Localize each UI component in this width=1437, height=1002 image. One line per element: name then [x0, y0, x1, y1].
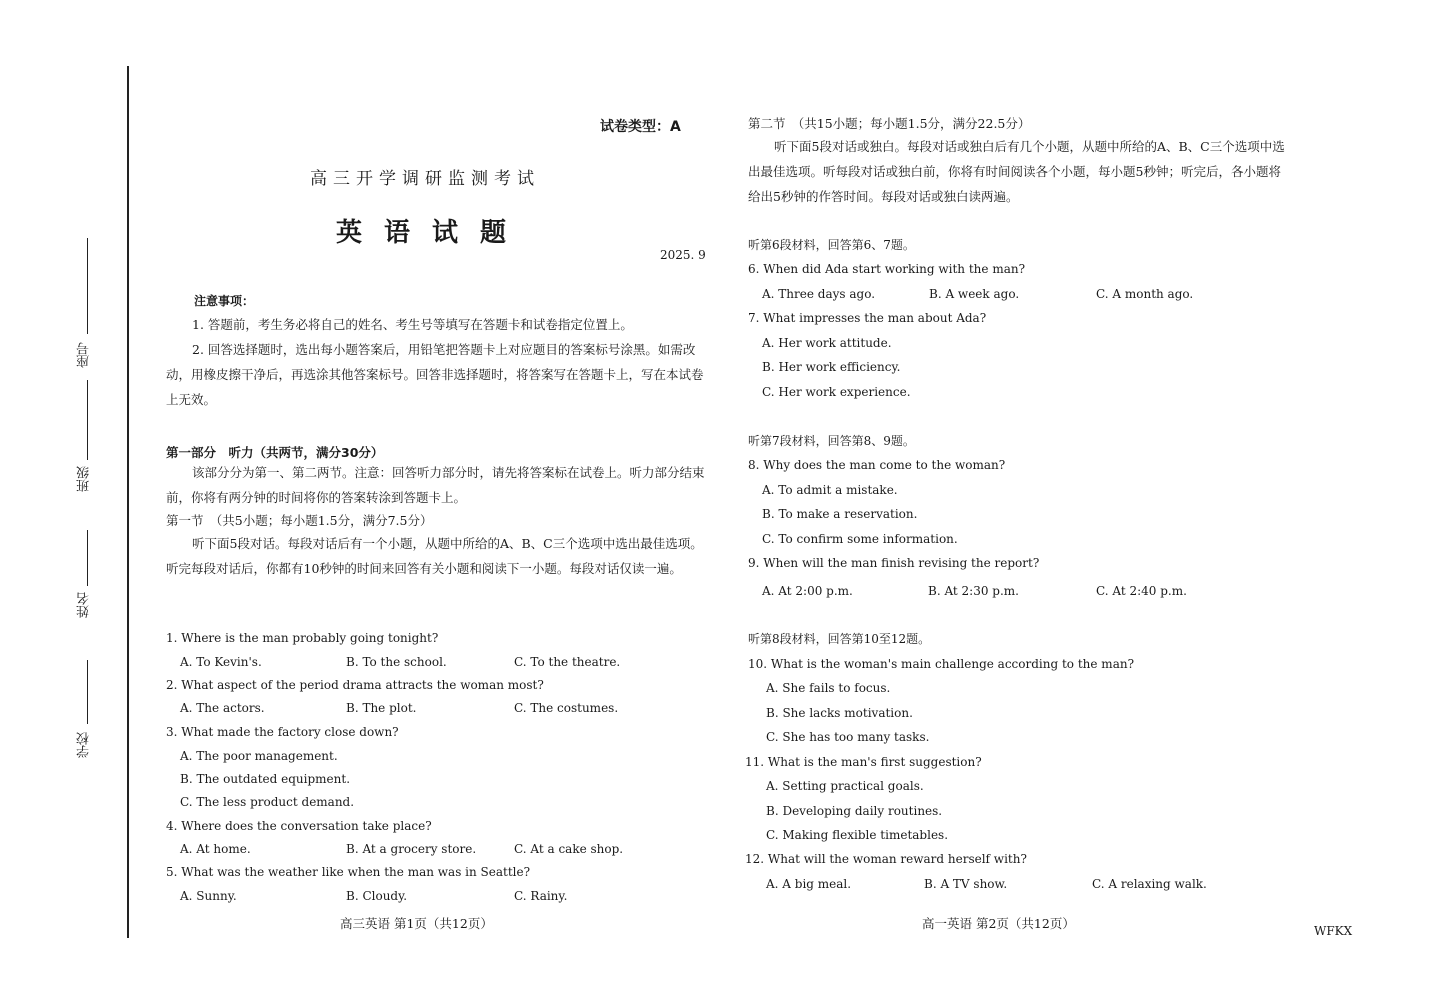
question-6: 6. When did Ada start working with the man?: [748, 262, 1026, 276]
seat-field: [75, 238, 99, 378]
group-6-heading: 听第6段材料，回答第6、7题。: [748, 238, 915, 252]
subject-title: 英语试题: [336, 218, 529, 248]
school-underline: [87, 660, 88, 724]
part1-intro: 该部分分为第一、第二两节。注意：回答听力部分时，请先将答案标在试卷上。听力部分结束前，你将有两分钟的时间将你的答案转涂到答题卡上。: [166, 465, 705, 505]
class-label: 班级: [77, 466, 92, 492]
seat-label: 座号: [77, 342, 92, 368]
exam-name: 高三开学调研监测考试: [310, 169, 540, 189]
question-5: 5. What was the weather like when the man was in Seattle?: [166, 865, 531, 879]
exam-date: 2025. 9: [660, 248, 706, 262]
option-7a: A. Her work attitude.: [762, 336, 892, 350]
school-field: [75, 660, 99, 770]
notice-item-1: 1. 答题前，考生务必将自己的姓名、考生号等填写在答题卡和试卷指定位置上。: [192, 317, 633, 332]
class-field: [75, 380, 99, 520]
option-1c: C. To the theatre.: [514, 655, 621, 669]
option-11c: C. Making flexible timetables.: [766, 828, 949, 842]
section2-title: 第二节 （共15小题；每小题1.5分，满分22.5分）: [748, 116, 1031, 131]
option-2c: C. The costumes.: [514, 701, 619, 715]
option-3c: C. The less product demand.: [180, 795, 355, 809]
option-9a: A. At 2:00 p.m.: [762, 584, 853, 598]
option-12b: B. A TV show.: [924, 877, 1008, 891]
question-4: 4. Where does the conversation take place?: [166, 819, 432, 833]
option-6c: C. A month ago.: [1096, 287, 1194, 301]
question-8: 8. Why does the man come to the woman?: [748, 458, 1006, 472]
option-8a: A. To admit a mistake.: [762, 483, 898, 497]
option-9c: C. At 2:40 p.m.: [1096, 584, 1187, 598]
option-2b: B. The plot.: [346, 701, 417, 715]
footer-left: 高三英语 第1页（共12页）: [340, 916, 493, 931]
option-4a: A. At home.: [180, 842, 251, 856]
doc-code: WFKX: [1314, 924, 1353, 938]
option-12c: C. A relaxing walk.: [1092, 877, 1207, 891]
question-7: 7. What impresses the man about Ada?: [748, 311, 987, 325]
name-field: [75, 530, 99, 650]
seat-underline: [87, 238, 88, 334]
binding-line: [127, 66, 129, 938]
option-5a: A. Sunny.: [180, 889, 237, 903]
school-label: 学校: [77, 732, 92, 758]
option-1b: B. To the school.: [346, 655, 447, 669]
option-5b: B. Cloudy.: [346, 889, 408, 903]
group-7-heading: 听第7段材料，回答第8、9题。: [748, 434, 915, 448]
class-underline: [87, 380, 88, 460]
option-6a: A. Three days ago.: [762, 287, 876, 301]
question-2: 2. What aspect of the period drama attracts the woman most?: [166, 678, 544, 692]
name-underline: [87, 530, 88, 586]
option-7b: B. Her work efficiency.: [762, 360, 901, 374]
question-3: 3. What made the factory close down?: [166, 725, 399, 739]
option-8b: B. To make a reservation.: [762, 507, 918, 521]
option-3a: A. The poor management.: [180, 749, 338, 763]
option-4c: C. At a cake shop.: [514, 842, 624, 856]
question-10: 10. What is the woman's main challenge according to the man?: [748, 657, 1135, 671]
question-11: 11. What is the man's first suggestion?: [745, 755, 982, 769]
option-10b: B. She lacks motivation.: [766, 706, 913, 720]
option-1a: A. To Kevin's.: [180, 655, 262, 669]
section2-intro: 听下面5段对话或独白。每段对话或独白后有几个小题，从题中所给的A、B、C三个选项中选出最佳选项。听每段对话或独白前，你将有时间阅读各个小题，每小题5秒钟；听完后，各小题将给出5秒钟的作答时间。每段对话或独白读两遍。: [748, 139, 1285, 204]
part1-title: 第一部分 听力（共两节，满分30分）: [166, 445, 384, 460]
option-6b: B. A week ago.: [929, 287, 1020, 301]
section1-title: 第一节 （共5小题；每小题1.5分，满分7.5分）: [166, 513, 433, 528]
option-11a: A. Setting practical goals.: [766, 779, 924, 793]
name-label: 姓名: [77, 592, 92, 618]
question-12: 12. What will the woman reward herself with?: [745, 852, 1027, 866]
footer-right: 高一英语 第2页（共12页）: [922, 916, 1075, 931]
option-9b: B. At 2:30 p.m.: [928, 584, 1019, 598]
option-2a: A. The actors.: [180, 701, 265, 715]
option-10a: A. She fails to focus.: [766, 681, 891, 695]
notice-item-2: 2. 回答选择题时，选出每小题答案后，用铅笔把答题卡上对应题目的答案标号涂黑。如需改动，用橡皮擦干净后，再选涂其他答案标号。回答非选择题时，将答案写在答题卡上，写在本试卷上无效。: [166, 342, 704, 407]
option-8c: C. To confirm some information.: [762, 532, 958, 546]
option-3b: B. The outdated equipment.: [180, 772, 351, 786]
section1-intro: 听下面5段对话。每段对话后有一个小题，从题中所给的A、B、C三个选项中选出最佳选项。听完每段对话后，你都有10秒钟的时间来回答有关小题和阅读下一小题。每段对话仅读一遍。: [166, 536, 703, 576]
option-5c: C. Rainy.: [514, 889, 568, 903]
option-11b: B. Developing daily routines.: [766, 804, 943, 818]
notice-title: 注意事项：: [194, 294, 255, 308]
paper-type: 试卷类型：A: [600, 119, 681, 135]
option-4b: B. At a grocery store.: [346, 842, 477, 856]
group-8-heading: 听第8段材料，回答第10至12题。: [748, 632, 931, 646]
option-12a: A. A big meal.: [766, 877, 852, 891]
option-7c: C. Her work experience.: [762, 385, 911, 399]
question-1: 1. Where is the man probably going tonight?: [166, 631, 439, 645]
option-10c: C. She has too many tasks.: [766, 730, 930, 744]
question-9: 9. When will the man finish revising the report?: [748, 556, 1040, 570]
